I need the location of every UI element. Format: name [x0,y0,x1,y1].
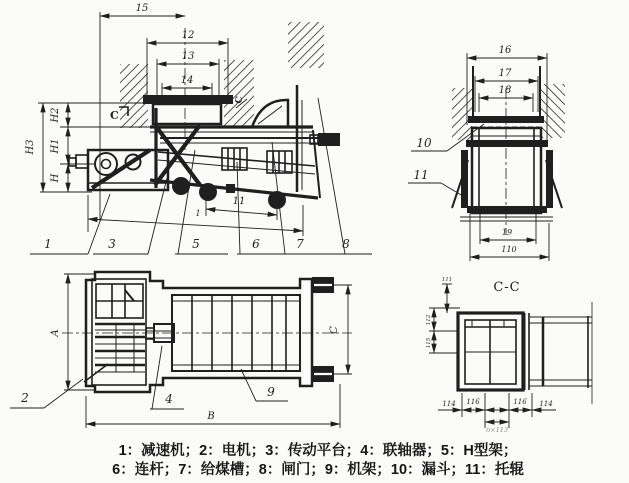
hatch-wall-upper-right [288,22,324,68]
dim-pitch: n×113 [485,426,509,434]
dim-C: C [329,326,340,334]
dim-line-l1 [206,209,277,215]
dim-l-total: 1 [195,209,201,218]
dim-114-right: 114 [539,400,553,408]
cc-title: C-C [493,280,521,295]
dim-l3: 13 [181,51,195,62]
caption-line-2: 6：连杆；7：给煤槽；8：闸门；9：机架；10：漏斗；11：托辊 [112,462,524,478]
part-label-3: 3 [108,237,116,251]
section-mark-c-left: C [110,109,119,122]
dim-114-left: 114 [442,400,456,408]
hatch-wall-right [224,60,254,128]
dim-116-right: 116 [513,398,527,406]
dim-l2: 12 [181,30,195,41]
part-label-10: 10 [416,136,432,150]
dim-line-l-total [88,219,303,231]
hopper-flange [143,95,233,104]
shaft-end-cap [318,133,340,146]
part-label-8: 8 [342,237,350,251]
dim-l8: 18 [498,85,512,96]
part-label-6: 6 [252,237,260,251]
side-view-leaders [30,95,372,254]
section-mark-c-right: C [234,95,246,105]
side-view [25,3,372,254]
dim-H3: H3 [25,139,36,155]
wheel-1 [172,177,190,195]
dim-v-mid: 112 [426,314,432,326]
dim-v-top: 111 [441,277,453,283]
end-view [408,45,565,261]
caption [112,441,524,478]
part-label-2: 2 [21,391,29,405]
dim-H1: H1 [50,138,61,154]
dim-l1: 11 [232,196,246,207]
part-label-5: 5 [192,237,200,251]
dim-l5: 15 [135,3,149,14]
plan-view [10,272,352,428]
part-label-9: 9 [267,385,275,399]
gate-flap [252,100,288,127]
plan-slats [95,324,145,372]
dim-l10: 110 [501,245,517,254]
dim-l9: 19 [501,228,513,237]
part-label-11: 11 [413,168,429,182]
dim-H2: H2 [50,107,61,123]
part-label-1: 1 [44,237,52,251]
dim-B: B [207,411,215,422]
dim-l4: 14 [180,75,194,86]
dim-H: H [50,173,61,183]
bottom-bar [467,206,547,213]
dim-l7: 17 [498,68,512,79]
dim-l6: 16 [498,45,512,56]
plan-outline [86,272,312,392]
dim-v-bot: 115 [426,337,432,349]
dim-A: A [50,329,61,337]
frame-flange [466,140,548,147]
hatch-left [452,88,472,140]
caption-line-1: 1：减速机；2：电机；3：传动平台；4：联轴器；5：H型架； [118,443,518,459]
wheel-2 [199,183,217,201]
cc-section-view [426,277,592,434]
hatch-right [541,84,565,138]
hopper-mouth [153,104,221,124]
part-label-7: 7 [296,237,304,251]
part-label-4: 4 [165,392,173,406]
dim-116-left: 116 [466,398,480,406]
